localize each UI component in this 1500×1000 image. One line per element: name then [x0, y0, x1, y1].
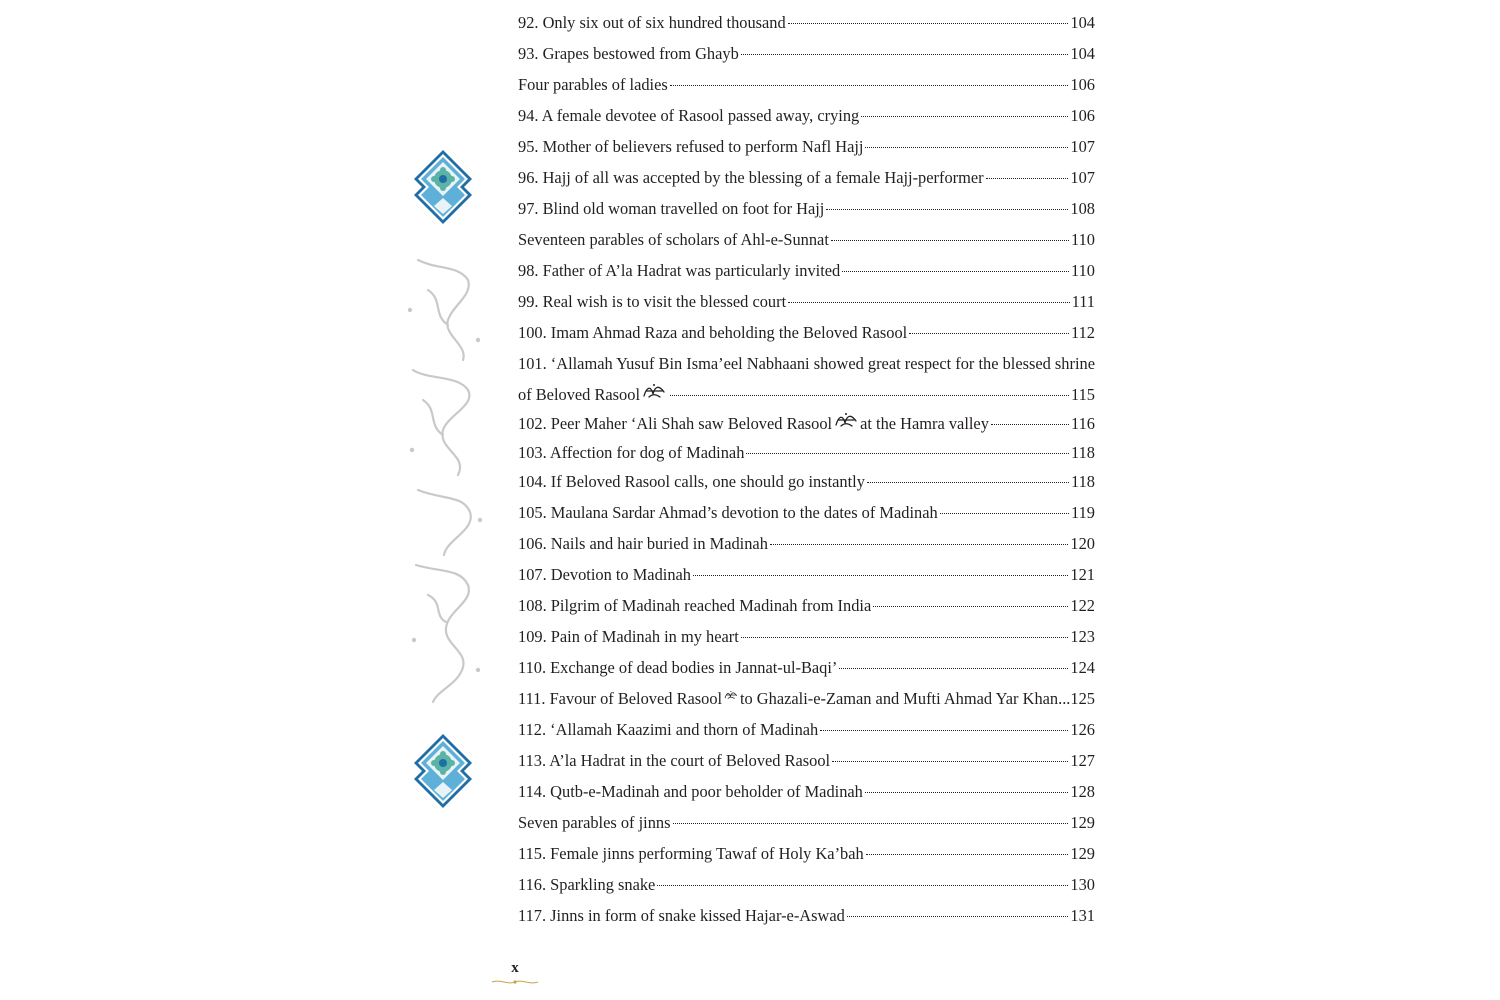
- dot-leader: [865, 792, 1069, 793]
- toc-entry-page: 118: [1071, 472, 1095, 491]
- toc-entry-page: 115: [1071, 385, 1095, 404]
- toc-entry[interactable]: [518, 468, 1095, 499]
- toc-entry-title: 111. Favour of Beloved Rasool: [518, 689, 723, 708]
- toc-entry-page: 122: [1070, 596, 1095, 615]
- arabic-calligraphy-watermark: [398, 250, 490, 710]
- toc-entry[interactable]: [518, 499, 1095, 530]
- toc-entry[interactable]: [518, 102, 1095, 133]
- dot-leader: [670, 85, 1069, 86]
- dot-leader: [873, 606, 1068, 607]
- toc-entry[interactable]: [518, 747, 1095, 778]
- toc-entry-title: 113. A’la Hadrat in the court of Beloved Rasool: [518, 751, 831, 770]
- toc-entry-page: 108: [1070, 199, 1095, 218]
- toc-entry-page: 124: [1070, 658, 1095, 677]
- toc-entry[interactable]: [518, 164, 1095, 195]
- toc-entry-title: Four parables of ladies: [518, 75, 668, 94]
- folio-ornament-icon: [490, 978, 540, 986]
- toc-entry-page: 107: [1070, 137, 1095, 156]
- dot-leader: [741, 54, 1069, 55]
- toc-entry-page: 110: [1071, 261, 1095, 280]
- toc-entry-page: 129: [1070, 844, 1095, 863]
- toc-entry-page: 116: [1071, 414, 1095, 433]
- toc-entry-page: 118: [1071, 443, 1095, 462]
- toc-entry-title: 110. Exchange of dead bodies in Jannat-ul-Baqi’: [518, 658, 838, 677]
- dot-leader: [820, 730, 1068, 731]
- toc-entry-page: 130: [1070, 875, 1095, 894]
- dot-leader: [746, 453, 1069, 454]
- toc-entry-title: 100. Imam Ahmad Raza and beholding the Beloved Rasool: [518, 323, 908, 342]
- salutation-seal-icon: [834, 411, 858, 429]
- toc-entry-title: 96. Hajj of all was accepted by the blessing of a female Hajj-performer: [518, 168, 984, 187]
- toc-entry[interactable]: [518, 654, 1095, 685]
- dot-leader: [991, 424, 1069, 425]
- toc-entry[interactable]: [518, 716, 1095, 747]
- toc-entry-page: 126: [1070, 720, 1095, 739]
- toc-entry[interactable]: [518, 9, 1095, 40]
- toc-entry-title-line2: of Beloved Rasool: [518, 385, 641, 404]
- toc-entry-page: 128: [1070, 782, 1095, 801]
- toc-entry[interactable]: [518, 592, 1095, 623]
- dot-leader: [866, 854, 1069, 855]
- toc-entry-page: 110: [1071, 230, 1095, 249]
- toc-entry[interactable]: [518, 840, 1095, 871]
- toc-entry-page: 129: [1070, 813, 1095, 832]
- toc-entry[interactable]: [518, 288, 1095, 319]
- toc-entry-title-suffix: to Ghazali-e-Zaman and Mufti Ahmad Yar Khan...: [739, 689, 1071, 708]
- salutation-seal-icon: [642, 382, 666, 400]
- toc-entry[interactable]: [518, 902, 1095, 933]
- toc-entry[interactable]: [518, 561, 1095, 592]
- toc-entry[interactable]: [518, 257, 1095, 288]
- toc-section-heading[interactable]: [518, 71, 1095, 102]
- toc-entry-title: 99. Real wish is to visit the blessed court: [518, 292, 787, 311]
- toc-entry[interactable]: [518, 871, 1095, 902]
- toc-section-heading[interactable]: [518, 809, 1095, 840]
- toc-entry-page: 106: [1070, 75, 1095, 94]
- dot-leader: [741, 637, 1069, 638]
- toc-entry-title: Seven parables of jinns: [518, 813, 671, 832]
- dot-leader: [986, 178, 1069, 179]
- toc-entry-page: 120: [1070, 534, 1095, 553]
- toc-entry-title: 92. Only six out of six hundred thousand: [518, 13, 786, 32]
- dot-leader: [788, 302, 1069, 303]
- toc-entry[interactable]: [518, 439, 1095, 468]
- dot-leader: [865, 147, 1068, 148]
- toc-entry-title: 106. Nails and hair buried in Madinah: [518, 534, 768, 553]
- toc-entry-page: 123: [1070, 627, 1095, 646]
- dot-leader: [670, 395, 1069, 396]
- page-number: x: [511, 960, 519, 976]
- dot-leader: [867, 482, 1069, 483]
- dot-leader: [909, 333, 1069, 334]
- toc-entry[interactable]: [518, 133, 1095, 164]
- toc-entry[interactable]: [518, 623, 1095, 654]
- toc-entry-title-line1: 101. ‘Allamah Yusuf Bin Isma’eel Nabhaani showed great respect for the blessed shrine: [518, 354, 1095, 373]
- toc-entry-title: 98. Father of A’la Hadrat was particularly invited: [518, 261, 841, 280]
- dot-leader: [770, 544, 1069, 545]
- toc-entry-title: 112. ‘Allamah Kaazimi and thorn of Madinah: [518, 720, 819, 739]
- toc-entry[interactable]: [518, 350, 1095, 410]
- toc-section-heading[interactable]: [518, 226, 1095, 257]
- dot-leader: [861, 116, 1068, 117]
- toc-entry-title: 115. Female jinns performing Tawaf of Holy Ka’bah: [518, 844, 864, 863]
- toc-entry-title: 114. Qutb-e-Madinah and poor beholder of Madinah: [518, 782, 863, 801]
- dot-leader: [657, 885, 1068, 886]
- toc-entry-page: 106: [1070, 106, 1095, 125]
- toc-entry-page: 125: [1070, 689, 1095, 708]
- toc-entry-title: 94. A female devotee of Rasool passed away, crying: [518, 106, 860, 125]
- toc-entry[interactable]: [518, 530, 1095, 561]
- toc-entry[interactable]: [518, 410, 1095, 439]
- toc-entry-page: 111: [1071, 292, 1095, 311]
- toc-entry-title: 109. Pain of Madinah in my heart: [518, 627, 739, 646]
- toc-entry[interactable]: [518, 685, 1095, 716]
- toc-entry-title: 117. Jinns in form of snake kissed Hajar-e-Aswad: [518, 906, 845, 925]
- tile-ornament-top-icon: [412, 148, 474, 226]
- toc-entry[interactable]: [518, 778, 1095, 809]
- toc-entry-title: 102. Peer Maher ‘Ali Shah saw Beloved Rasool: [518, 414, 833, 433]
- dot-leader: [831, 240, 1069, 241]
- tile-ornament-bottom-icon: [412, 732, 474, 810]
- toc-entry-page: 119: [1071, 503, 1095, 522]
- toc-entry-page: 104: [1070, 13, 1095, 32]
- toc-entry-title: 108. Pilgrim of Madinah reached Madinah from India: [518, 596, 872, 615]
- toc-entry-page: 127: [1070, 751, 1095, 770]
- toc-entry-title: 93. Grapes bestowed from Ghayb: [518, 44, 739, 63]
- toc-entry-title-suffix: at the Hamra valley: [860, 414, 989, 433]
- toc-entry-page: 131: [1070, 906, 1095, 925]
- toc-entry-title: 107. Devotion to Madinah: [518, 565, 691, 584]
- dot-leader: [832, 761, 1068, 762]
- toc-entry[interactable]: [518, 40, 1095, 71]
- toc-entry-title: 103. Affection for dog of Madinah: [518, 443, 745, 462]
- toc-entry-title: 105. Maulana Sardar Ahmad’s devotion to the dates of Madinah: [518, 503, 938, 522]
- dot-leader: [693, 575, 1068, 576]
- toc-entry-page: 104: [1070, 44, 1095, 63]
- toc-entry-title: 95. Mother of believers refused to perform Nafl Hajj: [518, 137, 864, 156]
- dot-leader: [826, 209, 1068, 210]
- toc-entry[interactable]: [518, 195, 1095, 226]
- toc-entry-title: Seventeen parables of scholars of Ahl-e-Sunnat: [518, 230, 829, 249]
- toc-entry-page: 121: [1070, 565, 1095, 584]
- toc-entry-title: 104. If Beloved Rasool calls, one should go instantly: [518, 472, 865, 491]
- dot-leader: [788, 23, 1069, 24]
- table-of-contents: [518, 9, 1095, 933]
- toc-entry-page: 112: [1071, 323, 1095, 342]
- toc-entry-page: 107: [1070, 168, 1095, 187]
- toc-entry[interactable]: [518, 319, 1095, 350]
- dot-leader: [842, 271, 1069, 272]
- dot-leader: [847, 916, 1069, 917]
- dot-leader: [839, 668, 1068, 669]
- page-folio: [490, 958, 540, 986]
- toc-entry-title: 116. Sparkling snake: [518, 875, 656, 894]
- dot-leader: [673, 823, 1069, 824]
- salutation-seal-icon: [724, 686, 738, 704]
- dot-leader: [940, 513, 1069, 514]
- toc-entry-title: 97. Blind old woman travelled on foot for Hajj: [518, 199, 825, 218]
